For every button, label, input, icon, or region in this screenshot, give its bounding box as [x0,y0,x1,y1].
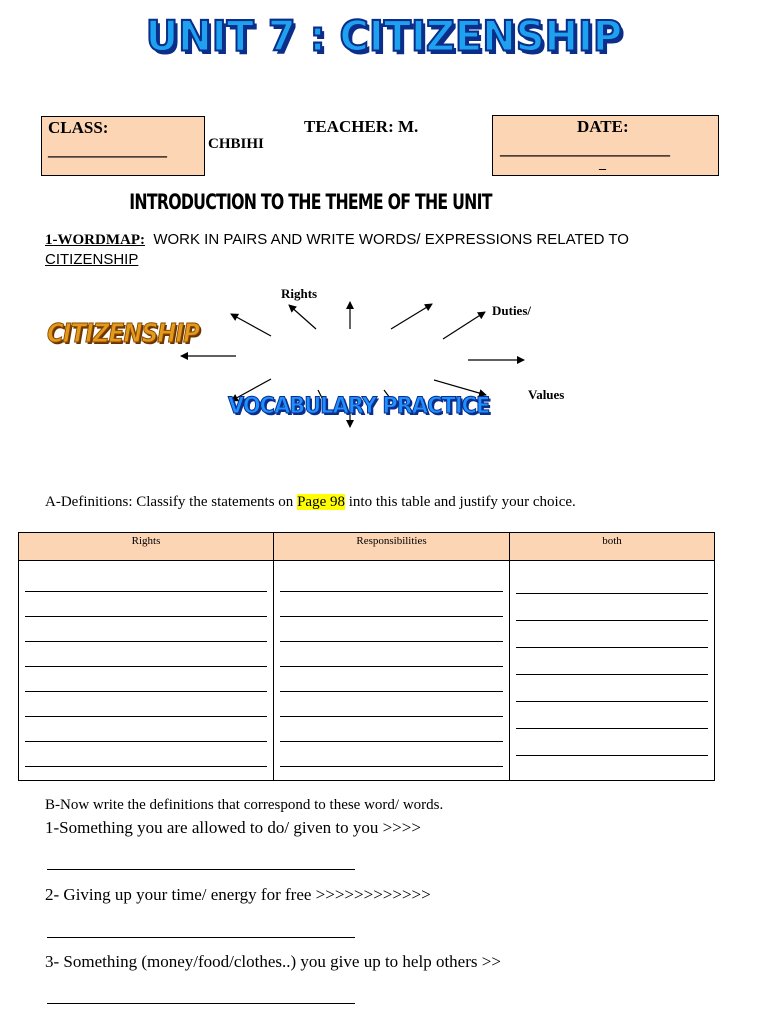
class-label: CLASS: [48,118,109,137]
arrow-lower-right [434,380,486,395]
answer-blank[interactable] [516,621,708,648]
wordmap-instruction [45,230,745,269]
arrow-up-left [289,305,316,329]
answer-blank[interactable] [25,667,267,692]
answer-blank[interactable] [25,692,267,717]
answer-line-3[interactable] [47,1003,355,1004]
citizenship-wordart: CITIZENSHIP [47,319,200,349]
date-blank: ____________________ [500,139,670,158]
answer-blank[interactable] [280,567,503,592]
question-3: 3- Something (money/food/clothes..) you give up to help others >> [45,952,501,971]
answer-blank[interactable] [25,567,267,592]
intro-heading: INTRODUCTION TO THE THEME OF THE UNIT [129,190,492,214]
answer-blank[interactable] [280,592,503,617]
hint-rights: Rights [281,286,318,301]
date-box [492,115,719,176]
answer-blank[interactable] [280,667,503,692]
wordmap-text-cont: CITIZENSHIP [45,251,139,268]
hint-values: Values [528,387,565,402]
section-b-instruction: B-Now write the definitions that correspond to these word/ words. [45,797,444,813]
unit-title: UNIT 7 : CITIZENSHIP [145,12,623,62]
hint-duties: Duties/ [492,303,531,318]
wordmap-label: 1-WORDMAP: [45,232,145,248]
section-a-text: A-Definitions: Classify the statements on [45,494,298,510]
rights-cell[interactable] [19,561,274,781]
class-box [41,116,205,176]
teacher-name: CHBIHI [208,136,264,152]
answer-blank[interactable] [516,675,708,702]
class-blank: ______________ [48,140,167,159]
responsibilities-cell[interactable] [274,561,510,781]
answer-line-1[interactable] [47,869,355,870]
question-2: 2- Giving up your time/ energy for free >>>>>>>>>>>> [45,885,431,904]
answer-blank[interactable] [280,617,503,642]
answer-blank[interactable] [25,742,267,767]
question-1: 1-Something you are allowed to do/ given to you >>>> [45,818,421,837]
answer-blank[interactable] [280,742,503,767]
both-cell[interactable] [510,561,715,781]
answer-blank[interactable] [25,642,267,667]
wordmap-text: WORK IN PAIRS AND WRITE WORDS/ EXPRESSIONS RELATED TO [153,231,629,248]
column-header-rights: Rights [19,533,274,561]
section-a-text-end: into this table and justify your choice. [344,494,576,510]
answer-blank[interactable] [25,617,267,642]
teacher-label: TEACHER: M. [304,117,419,136]
answer-blank[interactable] [516,648,708,675]
column-header-both: both [510,533,715,561]
classification-table [18,532,715,781]
arrow-up-right [391,304,432,329]
answer-blank[interactable] [280,642,503,667]
column-header-responsibilities: Responsibilities [274,533,510,561]
arrow-upper-left [231,314,271,336]
section-a-instruction [45,494,576,511]
page-reference-highlight: Page 98 [297,494,345,510]
answer-blank[interactable] [516,702,708,729]
answer-blank[interactable] [280,692,503,717]
date-blank-2: _ [599,157,606,172]
date-label: DATE: [577,117,629,136]
answer-blank[interactable] [280,717,503,742]
answer-line-2[interactable] [47,937,355,938]
answer-blank[interactable] [25,717,267,742]
answer-blank[interactable] [516,594,708,621]
answer-blank[interactable] [25,592,267,617]
arrow-upper-right [443,312,485,339]
answer-blank[interactable] [516,729,708,756]
answer-blank[interactable] [516,567,708,594]
vocabulary-practice-heading: VOCABULARY PRACTICE [228,394,490,419]
